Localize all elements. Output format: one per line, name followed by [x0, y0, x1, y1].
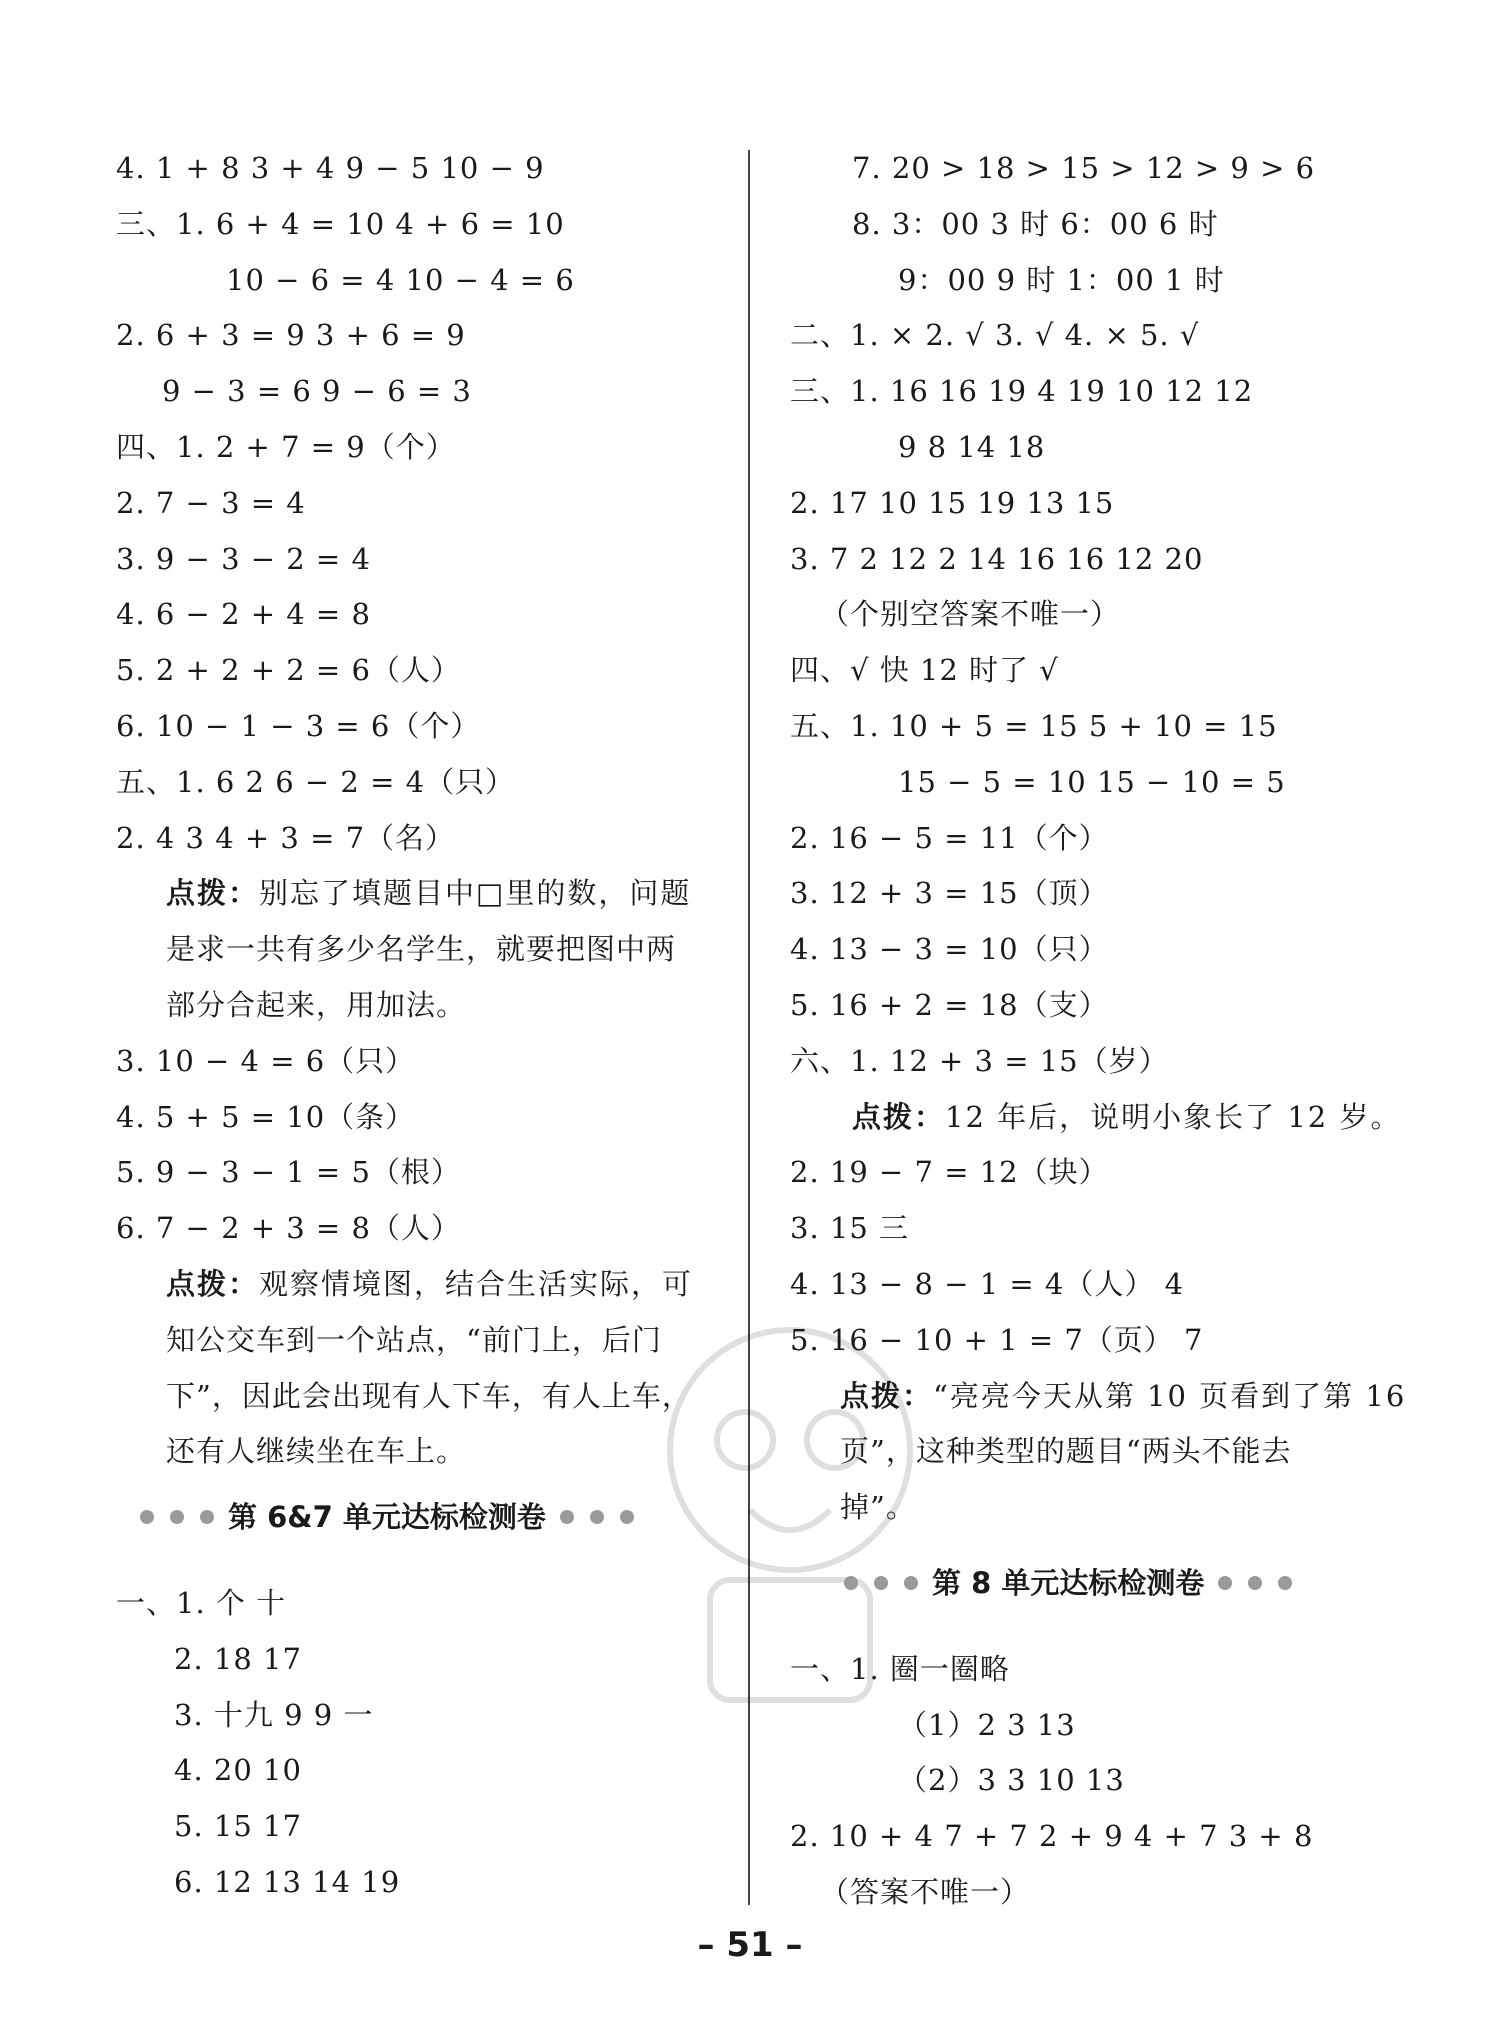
answer-line	[174, 1798, 302, 1854]
answer-line	[116, 642, 461, 698]
heading-dots-icon	[560, 1510, 634, 1524]
answer-text: 2. 18 17	[174, 1641, 302, 1676]
answer-text: 别忘了填题目中□里的数，问题	[259, 876, 692, 911]
answer-text: 下”，因此会出现有人下车，有人上车，	[166, 1378, 692, 1413]
answer-text: 掉”。	[840, 1490, 916, 1525]
answer-line	[174, 1631, 302, 1687]
answer-text: 2. 19 − 7 = 12（块）	[790, 1155, 1109, 1190]
answer-text: 8. 3：00 3 时 6：00 6 时	[852, 206, 1219, 241]
answer-line	[174, 1742, 302, 1798]
answer-text: 10 − 6 = 4 10 − 4 = 6	[226, 262, 575, 297]
answer-line	[790, 698, 1278, 754]
answer-line	[116, 307, 466, 363]
answer-line	[790, 977, 1109, 1033]
answer-line	[116, 475, 306, 531]
answer-line	[116, 531, 371, 587]
answer-text: 3. 15 三	[790, 1211, 910, 1246]
answer-line	[166, 977, 466, 1033]
answer-text: 9：00 9 时 1：00 1 时	[898, 262, 1225, 297]
answer-line	[852, 196, 1219, 252]
answer-line	[840, 1423, 1292, 1479]
answer-line	[852, 1089, 1401, 1145]
answer-line	[790, 642, 1059, 698]
answer-text: 六、1. 12 + 3 = 15（岁）	[790, 1043, 1169, 1078]
answer-text: （1）2 3 13	[898, 1707, 1076, 1742]
answer-text: 2. 6 + 3 = 9 3 + 6 = 9	[116, 318, 466, 353]
answer-text: 五、1. 6 2 6 − 2 = 4（只）	[116, 764, 516, 799]
answer-line	[116, 419, 456, 475]
answer-line	[790, 1144, 1109, 1200]
answer-text: 3. 9 − 3 − 2 = 4	[116, 541, 371, 576]
answer-line	[790, 1641, 1010, 1697]
answer-text: （个别空答案不唯一）	[820, 597, 1121, 632]
section-heading	[126, 1489, 648, 1545]
answer-text: 3. 十九 9 9 一	[174, 1697, 374, 1732]
answer-text: 五、1. 10 + 5 = 15 5 + 10 = 15	[790, 709, 1278, 743]
answer-text: 5. 2 + 2 + 2 = 6（人）	[116, 653, 461, 688]
answer-text: 9 8 14 18	[898, 430, 1046, 464]
answer-line	[898, 419, 1045, 475]
answer-line	[116, 586, 371, 642]
answer-line	[166, 1256, 693, 1312]
answer-line	[166, 1423, 466, 1479]
hint-label: 点拨：	[840, 1378, 934, 1413]
answer-text: （2）3 3 10 13	[898, 1763, 1125, 1798]
answer-line	[790, 531, 1203, 587]
answer-line	[116, 698, 480, 754]
section-heading	[830, 1555, 1306, 1611]
answer-text: 二、1. × 2. √ 3. √ 4. × 5. √	[790, 318, 1200, 353]
answer-line	[898, 754, 1286, 810]
answer-line	[840, 1368, 1406, 1424]
answer-line	[166, 865, 691, 921]
answer-text: 是求一共有多少名学生，就要把图中两	[166, 932, 677, 967]
answer-text: 2. 17 10 15 19 13 15	[790, 485, 1115, 520]
answer-text: 4. 6 − 2 + 4 = 8	[116, 597, 371, 632]
section-heading-text: 第 6&7 单元达标检测卷	[228, 1500, 546, 1535]
answer-line	[790, 1033, 1169, 1089]
heading-dots-icon	[1218, 1576, 1292, 1590]
answer-text: 部分合起来，用加法。	[166, 988, 467, 1022]
answer-line	[116, 1575, 286, 1631]
answer-line	[790, 475, 1114, 531]
answer-line	[898, 1752, 1125, 1808]
answer-line	[166, 921, 676, 977]
answer-text: 2. 7 − 3 = 4	[116, 485, 306, 520]
answer-text: 三、1. 6 + 4 = 10 4 + 6 = 10	[116, 206, 565, 241]
answer-line	[162, 363, 472, 419]
answer-text: 四、1. 2 + 7 = 9（个）	[116, 430, 456, 464]
answer-text: 4. 1 + 8 3 + 4 9 − 5 10 − 9	[116, 151, 545, 185]
heading-dots-icon	[140, 1510, 214, 1524]
answer-line	[852, 140, 1315, 196]
answer-line	[790, 363, 1253, 419]
answer-text: 知公交车到一个站点，“前门上，后门	[166, 1322, 662, 1357]
answer-text: “亮亮今天从第 10 页看到了第 16	[933, 1378, 1407, 1413]
answer-line	[116, 1200, 461, 1256]
answer-line	[790, 810, 1109, 866]
answer-text: 四、√ 快 12 时了 √	[790, 653, 1059, 688]
answer-text: 还有人继续坐在车上。	[166, 1434, 467, 1469]
answer-text: 5. 15 17	[174, 1809, 302, 1844]
answer-line	[790, 1256, 1184, 1312]
answer-text: 4. 13 − 8 − 1 = 4（人） 4	[790, 1267, 1185, 1301]
answer-line	[840, 1479, 916, 1535]
answer-text: 4. 20 10	[174, 1753, 302, 1788]
answer-line	[116, 1089, 415, 1145]
answer-line	[790, 1312, 1203, 1368]
answer-text: 5. 16 − 10 + 1 = 7（页） 7	[790, 1322, 1204, 1357]
answer-text: 7. 20 > 18 > 15 > 12 > 9 > 6	[852, 151, 1316, 185]
answer-text: 观察情境图，结合生活实际，可	[259, 1267, 694, 1301]
answer-line	[116, 810, 455, 866]
answer-line	[820, 586, 1120, 642]
section-heading-text: 第 8 单元达标检测卷	[932, 1566, 1205, 1600]
answer-text: 15 − 5 = 10 15 − 10 = 5	[898, 764, 1286, 799]
page-number: – 51 –	[697, 1925, 803, 1965]
answer-line	[116, 1033, 415, 1089]
answer-text: 3. 10 − 4 = 6（只）	[116, 1043, 416, 1078]
answer-line	[898, 252, 1225, 308]
answer-line	[790, 865, 1109, 921]
answer-text: 9 − 3 = 6 9 − 6 = 3	[162, 374, 472, 409]
answer-text: 三、1. 16 16 19 4 19 10 12 12	[790, 374, 1254, 409]
hint-label: 点拨：	[852, 1099, 946, 1134]
heading-dots-icon	[844, 1576, 918, 1590]
answer-line	[898, 1697, 1076, 1753]
answer-text: 4. 13 − 3 = 10（只）	[790, 932, 1109, 967]
answer-line	[820, 1864, 1030, 1920]
answer-text: 6. 7 − 2 + 3 = 8（人）	[116, 1211, 461, 1246]
answer-text: 2. 4 3 4 + 3 = 7（名）	[116, 820, 456, 855]
answer-line	[116, 140, 545, 196]
answer-text: 6. 12 13 14 19	[174, 1865, 401, 1899]
answer-line	[226, 252, 575, 308]
answer-line	[116, 1144, 461, 1200]
answer-line	[166, 1312, 662, 1368]
answer-text: 2. 10 + 4 7 + 7 2 + 9 4 + 7 3 + 8	[790, 1819, 1314, 1854]
answer-text: 页”，这种类型的题目“两头不能去	[840, 1434, 1292, 1469]
answer-text: （答案不唯一）	[820, 1875, 1031, 1909]
answer-text: 3. 12 + 3 = 15（顶）	[790, 876, 1109, 911]
answer-text: 5. 16 + 2 = 18（支）	[790, 988, 1109, 1022]
answer-line	[790, 921, 1109, 977]
answer-text: 3. 7 2 12 2 14 16 16 12 20	[790, 541, 1204, 576]
answer-line	[790, 1808, 1313, 1864]
answer-line	[116, 196, 565, 252]
hint-label: 点拨：	[166, 876, 260, 911]
answer-line	[174, 1687, 373, 1743]
answer-line	[166, 1368, 692, 1424]
answer-text: 6. 10 − 1 − 3 = 6（个）	[116, 709, 481, 743]
answer-line	[174, 1854, 400, 1910]
answer-text: 一、1. 个 十	[116, 1586, 287, 1620]
answer-text: 12 年后，说明小象长了 12 岁。	[945, 1099, 1402, 1134]
answer-text: 2. 16 − 5 = 11（个）	[790, 820, 1109, 855]
answer-text: 一、1. 圈一圈略	[790, 1651, 1010, 1686]
answer-line	[790, 307, 1199, 363]
answer-text: 4. 5 + 5 = 10（条）	[116, 1099, 416, 1134]
answer-line	[790, 1200, 909, 1256]
answer-text: 5. 9 − 3 − 1 = 5（根）	[116, 1155, 461, 1190]
answer-line	[116, 754, 515, 810]
hint-label: 点拨：	[166, 1267, 260, 1301]
